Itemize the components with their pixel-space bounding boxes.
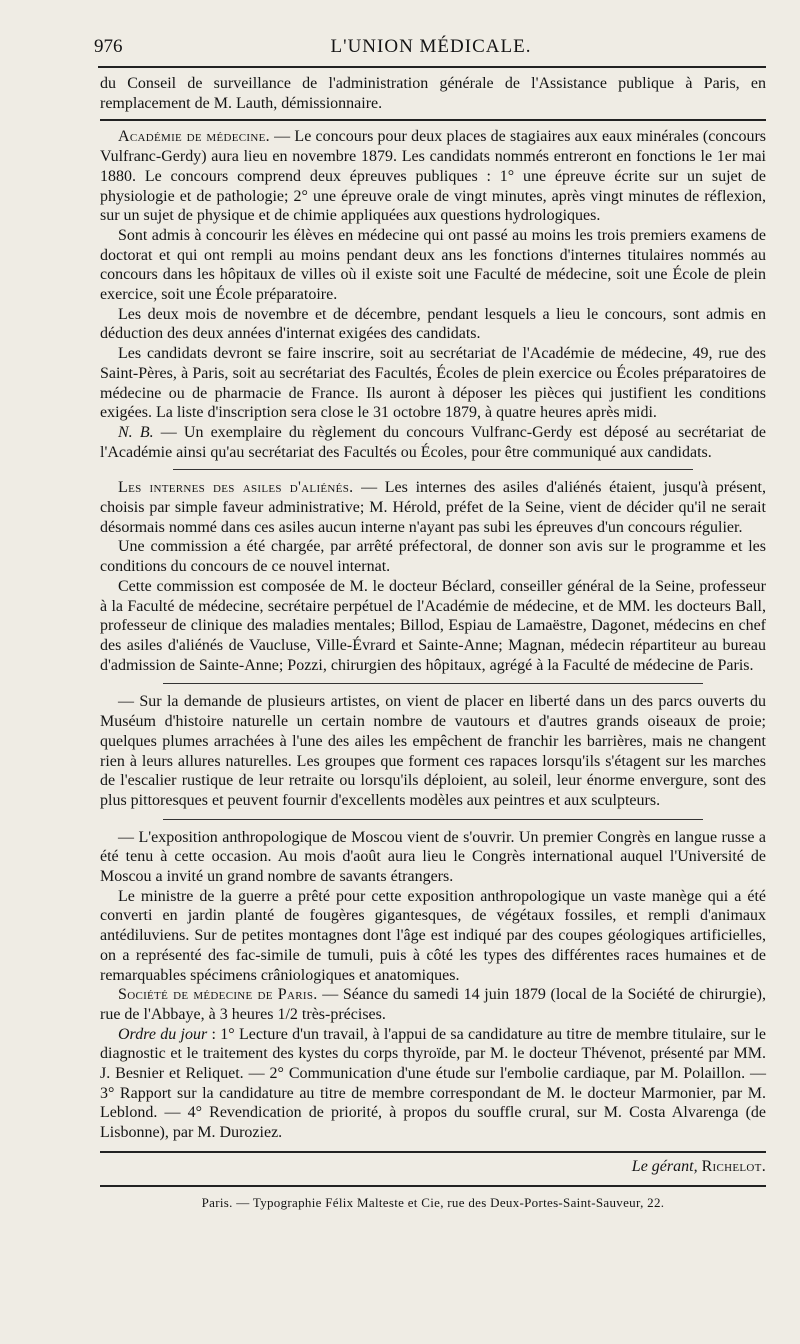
section-lead-societe: Société de médecine de Paris. bbox=[118, 986, 318, 1004]
section-lead-academie: Académie de médecine. bbox=[118, 128, 270, 146]
paragraph-internes-asiles: Les internes des asiles d'aliénés. — Les internes des asiles d'aliénés étaient, jusqu'à présent, choisis par simple faveur administrative; M. Hérold, préfet de la Seine, vient de décider qu'il ne serait désormais nommé dans ces asiles aucun interne n'ayant pas subi les épreuves d'un concours régulier. bbox=[100, 479, 766, 536]
paragraph-inscription: Les candidats devront se faire inscrire, soit au secrétariat de l'Académie de médecine, 49, rue des Saint-Pères, à Paris, soit au secrétariat des Facultés, Écoles de plein exercice ou Écoles préparatoires de médecine ou de pharmacie de France. Ils auront à déposer les pièces qui justifient les conditions exigées. La liste d'inscription sera close le 31 octobre 1879, à quatre heures après midi. bbox=[100, 345, 766, 422]
paragraph-ministre-guerre: Le ministre de la guerre a prêté pour cette exposition anthropologique un vaste manège qui a été converti en jardin planté de fougères gigantesques, de végétaux fossiles, et rempli d'animaux antédiluviens. Sur de petites montagnes dont l'âge est indiqué par des coupes géologiques artificielles, on a représenté des fac-simile de tumuli, puis à côté les types des différentes races humaines et de remarquables spécimens crâniologiques et anatomiques. bbox=[100, 887, 766, 984]
section-rule bbox=[173, 469, 693, 470]
page-header bbox=[94, 34, 768, 60]
section-lead-asiles: Les internes des asiles d'aliénés. bbox=[118, 479, 354, 497]
footer-rule bbox=[100, 1185, 766, 1187]
ordre-du-jour-lead: Ordre du jour bbox=[118, 1025, 208, 1043]
article-body bbox=[100, 74, 766, 1212]
header-rule bbox=[98, 66, 766, 68]
paragraph-exposition-moscou: — L'exposition anthropologique de Moscou vient de s'ouvrir. Un premier Congrès en langue russe a été tenu à cette occasion. Au mois d'août aura lieu le Congrès international auquel l'Université de Moscou a invité un grand nombre de savants étrangers. bbox=[100, 828, 766, 886]
paragraph-museum-vautours: — Sur la demande de plusieurs artistes, on vient de placer en liberté dans un des parcs ouverts du Muséum d'histoire naturelle un certain nombre de vautours et d'autres grands oiseaux de proie; quelques plumes arrachées à l'une des ailes les empêchent de franchir les barrières, mais ne changent rien à leurs allures naturelles. Les groupes que forment ces rapaces lorsqu'ils s'étagent sur les marches de l'escalier rustique de leur retraite ou lorsqu'ils déploient, au soleil, leur énorme envergure, sont des plus pittoresques et peuvent fournir d'excellents modèles aux peintres et aux sculpteurs. bbox=[100, 693, 766, 809]
paragraph-deduction-internat: Les deux mois de novembre et de décembre, pendant lesquels a lieu le concours, sont admis en déduction des deux années d'internat exigées des candidats. bbox=[100, 305, 766, 343]
printer-imprint: Paris. — Typographie Félix Malteste et Cie, rue des Deux-Portes-Saint-Sauveur, 22. bbox=[201, 1194, 665, 1210]
closing-rule bbox=[100, 1151, 766, 1153]
paragraph-societe-medecine: Société de médecine de Paris. — Séance du samedi 14 juin 1879 (local de la Société de chirurgie), rue de l'Abbaye, à 3 heures 1/2 très-précises. bbox=[100, 986, 766, 1023]
running-title: L'UNION MÉDICALE. bbox=[330, 36, 532, 57]
signature-label: Le gérant, bbox=[631, 1157, 698, 1175]
paragraph-academie-concours: Académie de médecine. — Le concours pour deux places de stagiaires aux eaux minérales (concours Vulfranc-Gerdy) aura lieu en novembre 1879. Les candidats nommés entreront en fonctions le 1er mai 1880. Le concours comprend deux épreuves publiques : 1° une épreuve écrite sur un sujet de physiologie et de pathologie; 2° une épreuve orale de vingt minutes, après vingt minutes de réflexion, sur un sujet de physique et de chimie appliquées aux questions hydrologiques. bbox=[100, 128, 766, 225]
section-rule bbox=[163, 683, 703, 684]
paragraph-ordre-du-jour: Ordre du jour : 1° Lecture d'un travail, à l'appui de sa candidature au titre de membre titulaire, sur le diagnostic et le traitement des kystes du corps thyroïde, par M. le docteur Thévenot, présenté par MM. J. Besnier et Reliquet. — 2° Communication d'une étude sur l'embolie cardiaque, par M. Polaillon. — 3° Rapport sur la candidature au titre de membre correspondant de M. le docteur Marmonier, par M. Leblond. — 4° Revendication de priorité, à propos du souffle crural, sur M. Costa Alvarenga (de Lisbonne), par M. Duroziez. bbox=[100, 1025, 767, 1142]
paragraph-composition-commission: Cette commission est composée de M. le docteur Béclard, conseiller général de la Seine, professeur à la Faculté de médecine, secrétaire perpétuel de l'Académie de médecine, et de MM. les docteurs Ball, professeur de clinique des maladies mentales; Billod, Espiau de Lamaëstre, Dagonet, médecins en chef des asiles d'aliénés de Vaucluse, Ville-Évrard et Sainte-Anne; Magnan, médecin répartiteur au bureau d'admission de Sainte-Anne; Pozzi, chirurgien des hôpitaux, agrégé à la Faculté de médecine de Paris. bbox=[100, 577, 766, 674]
signature bbox=[100, 1157, 766, 1177]
paragraph-assistance-publique: du Conseil de surveillance de l'administration générale de l'Assistance publique à Paris, en remplacement de M. Lauth, démissionnaire. bbox=[100, 75, 766, 112]
signature-name: Richelot. bbox=[701, 1157, 766, 1175]
paragraph-commission: Une commission a été chargée, par arrêté préfectoral, de donner son avis sur le programme et les conditions du concours de ce nouvel internat. bbox=[100, 538, 766, 576]
section-rule bbox=[163, 819, 703, 820]
nota-bene-lead: N. B. bbox=[118, 423, 154, 441]
section-rule bbox=[100, 119, 766, 121]
paragraph-nota-bene: N. B. — Un exemplaire du règlement du concours Vulfranc-Gerdy est déposé au secrétariat de l'Académie ainsi qu'au secrétariat des Facultés ou Écoles, pour être communiqué aux candidats. bbox=[100, 423, 767, 461]
page-number: 976 bbox=[94, 36, 123, 57]
paragraph-conditions-admission: Sont admis à concourir les élèves en médecine qui ont passé au moins les trois premiers examens de doctorat et qui ont rempli au moins pendant deux ans les fonctions d'internes titulaires nommés au concours dans les hôpitaux de villes où il existe soit une Faculté de médecine, soit une École de plein exercice, soit une École préparatoire. bbox=[100, 226, 766, 304]
